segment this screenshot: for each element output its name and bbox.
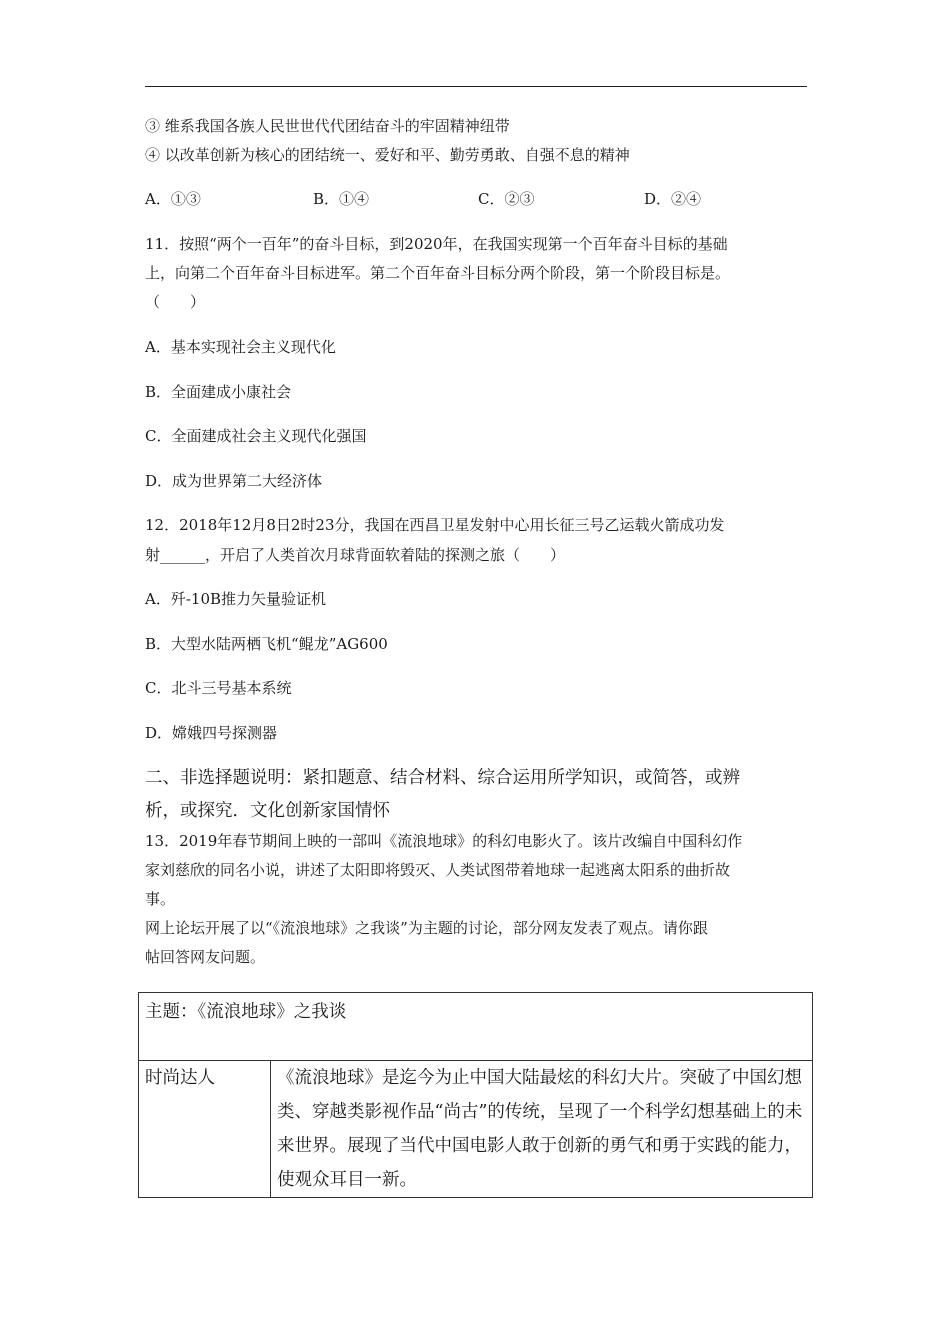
q13-stem-line1: 13．2019年春节期间上映的一部叫《流浪地球》的科幻电影火了。该片改编自中国科幻作 <box>145 832 743 850</box>
q10-choices <box>145 189 785 209</box>
forum-table <box>138 992 813 1198</box>
q13-stem-line3: 事。 <box>145 890 176 908</box>
q12-option-d[interactable]: D．嫦娥四号探测器 <box>145 724 278 742</box>
q11-option-c[interactable]: C．全面建成社会主义现代化强国 <box>145 427 367 445</box>
table-row-text: 《流浪地球》是迄今为止中国大陆最炫的科幻大片。突破了中国幻想类、穿越类影视作品“尚古”的传统，呈现了一个科学幻想基础上的未来世界。展现了当代中国电影人敢于创新的勇气和勇于实践的能力，使观众耳目一新。 <box>271 1061 813 1198</box>
q10-choice-b[interactable]: B．①④ <box>313 190 370 208</box>
q13-stem-line5: 帖回答网友问题。 <box>145 948 266 966</box>
q12-option-a[interactable]: A．歼-10B推力矢量验证机 <box>145 590 327 608</box>
q10-choice-c[interactable]: C．②③ <box>478 190 535 208</box>
table-row <box>139 1061 813 1198</box>
q11-option-a[interactable]: A．基本实现社会主义现代化 <box>145 338 336 356</box>
q10-option-4: ④ 以改革创新为核心的团结统一、爱好和平、勤劳勇敢、自强不息的精神 <box>145 146 630 164</box>
section2-heading-line2: 析，或探究．文化创新家国情怀 <box>145 801 390 821</box>
q12-option-b[interactable]: B．大型水陆两栖飞机“鲲龙”AG600 <box>145 635 388 653</box>
q13-stem-line4: 网上论坛开展了以“《流浪地球》之我谈”为主题的讨论，部分网友发表了观点。请你跟 <box>145 919 708 937</box>
q10-choice-a[interactable]: A．①③ <box>145 190 201 208</box>
q11-stem-line2: 上，向第二个百年奋斗目标进军。第二个百年奋斗目标分两个阶段，第一个阶段目标是。 <box>145 264 731 282</box>
q11-stem-line1: 11．按照“两个一百年”的奋斗目标，到2020年，在我国实现第一个百年奋斗目标的基础 <box>145 235 728 253</box>
q12-stem-line1: 12．2018年12月8日2时23分，我国在西昌卫星发射中心用长征三号乙运载火箭成功发 <box>145 516 725 534</box>
q12-stem-line2: 射______，开启了人类首次月球背面软着陆的探测之旅（ ） <box>145 546 566 564</box>
q11-option-d[interactable]: D．成为世界第二大经济体 <box>145 472 323 490</box>
q11-option-b[interactable]: B．全面建成小康社会 <box>145 383 292 401</box>
q10-choice-d[interactable]: D．②④ <box>644 190 702 208</box>
q11-blank: （ ） <box>145 293 206 311</box>
q10-option-3: ③ 维系我国各族人民世世代代团结奋斗的牢固精神纽带 <box>145 117 510 135</box>
section2-heading-line1: 二、非选择题说明：紧扣题意、结合材料、综合运用所学知识，或简答，或辨 <box>145 768 740 788</box>
table-row-label: 时尚达人 <box>139 1061 271 1198</box>
header-rule <box>145 86 807 87</box>
q13-stem-line2: 家刘慈欣的同名小说，讲述了太阳即将毁灭、人类试图带着地球一起逃离太阳系的曲折故 <box>145 861 731 879</box>
table-header-row <box>139 993 813 1061</box>
q12-option-c[interactable]: C．北斗三号基本系统 <box>145 679 292 697</box>
table-header-cell: 主题：《流浪地球》之我谈 <box>139 993 813 1061</box>
